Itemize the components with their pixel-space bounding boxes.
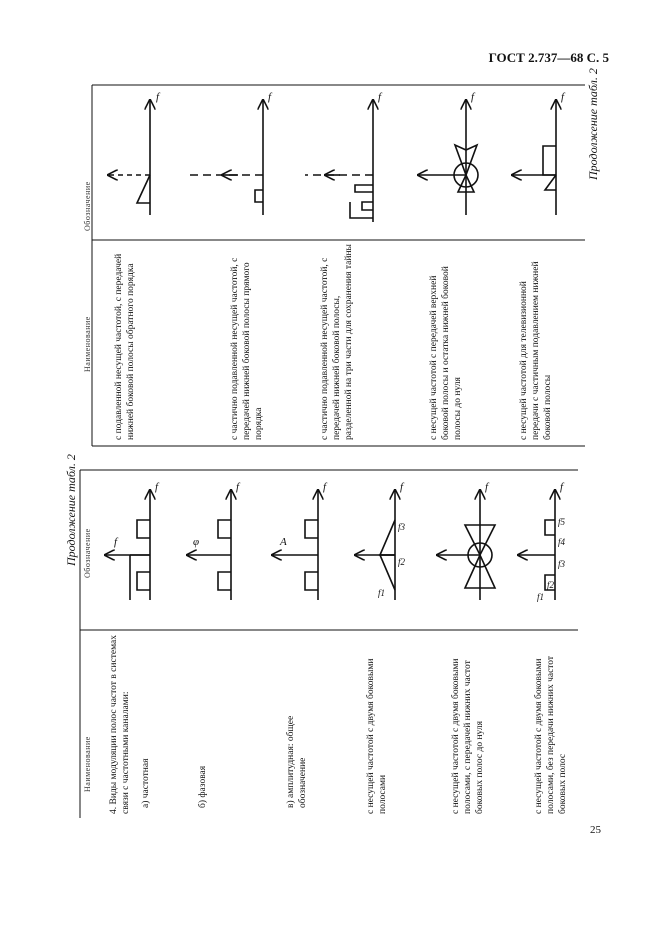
left-row-e-name: с несущей частотой с двумя боковыми полосами, с передачей нижних частот боковых полос до нуля	[451, 658, 485, 814]
left-col-header-name: Наименование	[83, 736, 92, 792]
right-row-2-name: с частично подавленной несущей частотой, с передачей нижней боковой полосы прямого порядка	[230, 257, 264, 440]
left-col-header-symbol: Обозначение	[83, 528, 92, 578]
left-symbol-e	[437, 481, 495, 600]
right-col-header-name: Наименование	[83, 316, 92, 372]
right-symbol-1	[108, 91, 161, 215]
right-col-header-symbol: Обозначение	[83, 181, 92, 231]
right-symbol-4	[418, 91, 478, 215]
left-symbol-c-label: A	[280, 536, 287, 548]
left-row-a-name: а) частотная	[141, 758, 151, 808]
left-symbol-b-label: φ	[193, 536, 200, 548]
right-symbol-3-axis-label: f	[378, 91, 382, 103]
left-symbol-d-f2: f2	[398, 557, 406, 567]
left-row-f-name: с несущей частотой с двумя боковыми полосами, без передачи нижних частот боковых полос	[534, 655, 568, 814]
right-symbol-2	[190, 91, 273, 215]
left-symbol-f-axis-label: f	[560, 481, 564, 493]
page-number: 25	[590, 824, 601, 836]
right-symbol-1-axis-label: f	[156, 91, 160, 103]
right-symbol-4-axis-label: f	[471, 91, 475, 103]
left-symbol-f-f4: f4	[558, 537, 566, 547]
left-symbol-c-axis-label: f	[323, 481, 327, 493]
left-symbol-f-f3: f3	[558, 559, 566, 569]
left-symbol-d	[355, 481, 406, 600]
left-symbol-f-f2: f2	[547, 580, 555, 590]
left-symbol-c	[272, 481, 328, 600]
right-symbol-5-axis-label: f	[561, 91, 565, 103]
right-row-5-name: с несущей частотой для телевизионной передачи с частичным подавлением нижней боковой полосы	[519, 261, 553, 440]
left-symbol-d-f1: f1	[378, 588, 386, 598]
right-row-4-name: с несущей частотой с передачей верхней боковой полосы и остатка нижней боковой полосы до нуля	[429, 266, 463, 440]
left-symbol-a-axis-label: f	[155, 481, 159, 493]
left-symbol-e-axis-label: f	[485, 481, 489, 493]
left-row-d-name: с несущей частотой с двумя боковыми полосами	[366, 658, 388, 814]
left-symbol-f	[518, 481, 566, 602]
left-row-b-name: б) фазовая	[198, 765, 208, 808]
right-row-3-name: с частично подавленной несущей частотой, с передачей нижней боковой полосы, разделенной на три части для сохранения тайны	[320, 244, 354, 440]
page-header: ГОСТ 2.737—68 С. 5	[488, 50, 609, 65]
left-symbol-a	[105, 481, 160, 600]
left-symbol-d-axis-label: f	[400, 481, 404, 493]
left-symbol-a-label: f	[114, 536, 118, 548]
left-symbol-f-f1: f1	[537, 592, 545, 602]
continuation-label-top: Продолжение табл. 2	[586, 68, 600, 180]
right-symbol-5	[512, 91, 566, 215]
left-symbol-d-f3: f3	[398, 522, 406, 532]
left-symbol-f-f5: f5	[558, 517, 566, 527]
left-symbol-b-axis-label: f	[236, 481, 240, 493]
right-symbol-3	[305, 91, 383, 222]
left-intro-text: 4. Виды модуляции полос частот в системах связи с частотными каналами:	[109, 635, 131, 814]
continuation-label-bottom: Продолжение табл. 2	[64, 454, 78, 566]
left-symbol-b	[187, 481, 241, 600]
right-symbol-2-axis-label: f	[268, 91, 272, 103]
right-row-1-name: с подавленной несущей частотой, с передачей нижней боковой полосы обратного порядка	[114, 253, 136, 440]
left-row-c-name: в) амплитудная: общее обозначение	[286, 715, 308, 808]
